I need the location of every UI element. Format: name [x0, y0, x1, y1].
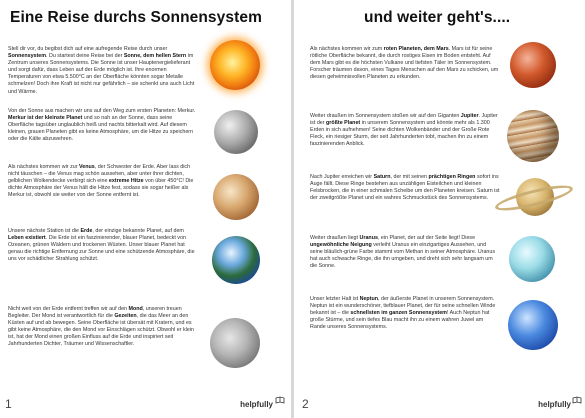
- mercury-image: [214, 110, 258, 154]
- moon-image: [210, 318, 260, 368]
- text-run: Unser letzter Halt ist: [310, 296, 360, 302]
- text-run: . Mars ist für seine rötliche Oberfläche bekannt, die durch rostiges Eisen im Boden entsteht. Auf dem Mars gibt es die höchsten Vulkane und tiefsten Täler im Sonnensystem. Forscher träumen davon, eines Tages Menschen auf den Mars zu schicken, um diesen geheimnisvollen Planeten zu erkunden.: [310, 46, 499, 81]
- bold-text: ungewöhnliche Neigung: [310, 242, 372, 249]
- bold-text: Venus: [78, 164, 95, 170]
- text-run: , ein Planet, der auf der Seite liegt! Diese: [377, 235, 476, 241]
- text-run: Weiter draußen liegt: [310, 235, 360, 241]
- text-run: von über 450°C! Die dichte Atmosphäre der Venus hält die Hitze fest, sodass sie sogar heißer als Merkur ist, obwohl sie weiter von der Sonne entfernt ist.: [8, 178, 194, 199]
- sun-image: [210, 40, 260, 90]
- text-run: Von der Sonne aus machen wir uns auf den Weg zum ersten Planeten: Merkur.: [8, 108, 196, 114]
- text-run: , die das Meer an den Küsten auf und ab bewegen. Seine Oberfläche ist übersät mit Kratern, und es gibt keine Atmosphäre, die den Mond vor Einschlägen schützt. Obwohl er klein ist, hat der Mond einen großen Einfluss auf die Erde und inspiriert seit Jahrhunderten Dichter, Träumer und Wissenschaftler.: [8, 313, 194, 348]
- text-run: Unsere nächste Station ist die: [8, 228, 81, 234]
- text-run: Stell dir vor, du begibst dich auf eine aufregende Reise durch unser: [8, 46, 168, 52]
- paragraph-uranus: [310, 235, 500, 270]
- paragraph-sun: [8, 46, 199, 96]
- book-icon: [275, 396, 285, 404]
- page-title: Eine Reise durchs Sonnensystem: [10, 9, 262, 26]
- paragraph-jupiter: [310, 113, 500, 148]
- bold-text: schnellsten im ganzen Sonnensystem: [350, 310, 447, 317]
- bold-text: Gezeiten: [114, 313, 137, 320]
- book-icon: [572, 396, 582, 404]
- bold-text: Saturn: [373, 174, 391, 180]
- right-page: [294, 0, 585, 418]
- text-run: und so nah an der Sonne, dass seine Oberfläche tagsüber unglaublich heiß und nachts bitterkalt wird. Auf diesem kleinen, grauen Planeten gibt es keine Atmosphäre, um die Hitze zu speichern oder die Kälte abzuwehren.: [8, 115, 194, 143]
- bold-text: extreme Hitze: [108, 178, 144, 185]
- text-run: . Jupiter ist der: [310, 113, 498, 127]
- paragraph-neptune: [310, 296, 500, 331]
- bold-text: Sonne, dem hellen Stern: [123, 53, 187, 60]
- page-number: 1: [5, 397, 12, 411]
- bold-text: Sonnensystem: [8, 53, 47, 60]
- text-run: , der einzige bekannte Planet, auf dem: [92, 228, 184, 234]
- neptune-image: [508, 300, 558, 350]
- text-run: Nach Jupiter erreichen wir: [310, 174, 374, 180]
- bold-text: Leben existiert: [8, 235, 46, 242]
- text-run: verleiht Uranus ein einzigartiges Aussehen, und seine bläulich-grüne Farbe stammt vom Methan in seiner Atmosphäre. Uranus hat auch schwache Ringe, die ihn umgeben, und dreht sich sehr langsam um die Sonne.: [310, 242, 496, 270]
- bold-text: prächtigen Ringen: [428, 174, 476, 180]
- paragraph-earth: [8, 228, 199, 263]
- earth-image: [212, 236, 260, 284]
- page-number: 2: [302, 397, 309, 411]
- bold-text: größte Planet: [326, 120, 361, 127]
- text-run: , der äußerste Planet in unserem Sonnensystem. Neptun ist ein wunderschöner, tiefblauer Planet, der für seine schnellen Winde bekannt ist – die: [310, 296, 496, 317]
- bold-text: Uranus: [359, 235, 378, 241]
- paragraph-mars: [310, 46, 500, 81]
- venus-image: [213, 174, 259, 220]
- page-title: und weiter geht's....: [364, 9, 511, 26]
- bold-text: Merkur ist der kleinste Planet: [8, 115, 83, 122]
- mars-image: [510, 42, 556, 88]
- text-run: Weiter draußen im Sonnensystem stoßen wir auf den Giganten: [310, 113, 461, 119]
- text-run: in unserem Sonnensystem und könnte mehr als 1.300 Erden in sich aufnehmen! Seine dichten Wolkenbänder und der Große Rote Fleck, ein riesiger Sturm, der seit Jahrhunderten tobt, machen ihn zu einem faszinierenden Anblick.: [310, 120, 490, 148]
- bold-text: roten Planeten, dem Mars: [383, 46, 449, 52]
- brand-logo-text: helpfully: [538, 400, 571, 409]
- left-page: [0, 0, 291, 418]
- text-run: sofort ins Auge fällt. Diese Ringe bestehen aus unzähligen Eisteilchen und kleinen Felsbrocken, die in einer schmalen Scheibe um den Planeten kreisen. Saturn ist der zweitgrößte Planet und ein wahres Schmuckstück des Sonnensystems.: [310, 174, 500, 202]
- paragraph-moon: [8, 306, 199, 349]
- saturn-image: [494, 170, 574, 224]
- text-run: , der mit seinen: [390, 174, 429, 180]
- bold-text: Erde: [80, 228, 93, 234]
- text-run: ! Auch Neptun hat große Stürme, und sein tiefes Blau macht ihn zu einem wahren Juwel am Rande unseres Sonnensystems.: [310, 310, 490, 331]
- uranus-image: [509, 236, 555, 282]
- text-run: , der Schwester der Erde. Aber lass dich nicht täuschen – die Venus mag schön aussehen, aber unter ihrer dichten, gelblichen Wolkendecke verbirgt sich eine: [8, 164, 191, 185]
- bold-text: Mond: [128, 306, 143, 312]
- paragraph-saturn: [310, 174, 500, 202]
- text-run: . Du startest deine Reise bei der: [46, 53, 124, 60]
- paragraph-mercury: [8, 108, 199, 143]
- text-run: . Die Erde ist ein faszinierender, blauer Planet, bedeckt von Ozeanen, grünen Wäldern und trockenen Wüsten. Unser blauer Planet hat genau die richtige Entfernung zur Sonne und eine schützende Atmosphäre, die uns vor schädlicher Strahlung schützt.: [8, 235, 195, 263]
- text-run: im Zentrum unseres Sonnensystems. Die Sonne ist unser Hauptenergielieferant und sorgt dafür, dass Leben auf der Erde möglich ist. Ihre enormen Temperaturen von etwa 5.500°C an der Oberfläche könnten sogar Metalle schmelzen! Doch ihre Kraft ist nicht nur gefährlich – sie schenkt uns auch Licht und Wärme.: [8, 53, 195, 95]
- brand-logo-text: helpfully: [240, 400, 273, 409]
- text-run: Nicht weit von der Erde entfernt treffen wir auf den: [8, 306, 129, 312]
- text-run: , unseren treuen Begleiter. Der Mond ist verantwortlich für die: [8, 306, 182, 320]
- bold-text: Neptun: [359, 296, 378, 302]
- paragraph-venus: [8, 164, 199, 199]
- bold-text: Jupiter: [460, 113, 479, 119]
- text-run: Als nächstes kommen wir zur: [8, 164, 79, 170]
- text-run: Als nächstes kommen wir zum: [310, 46, 384, 52]
- jupiter-image: [507, 110, 559, 162]
